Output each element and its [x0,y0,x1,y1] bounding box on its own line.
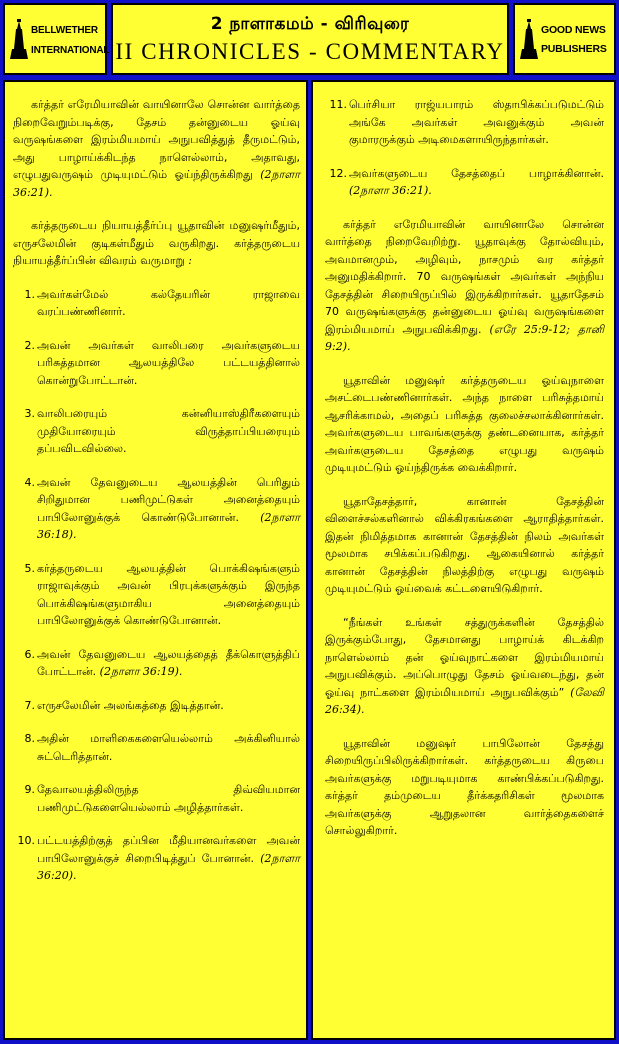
paragraph [325,372,604,477]
list-item-text: பெர்சியா ராஜ்யபாரம் ஸ்தாபிக்கப்படுமட்டும் அங்கே அவர்கள் அவனுக்கும் அவன் குமாரருக்கும் அடிமைகளாயிருந்தார்கள். [349,98,604,146]
list-item-text: கர்த்தருடைய ஆலயத்தின் பொக்கிஷங்களும் ராஜாவுக்கும் அவன் பிரபுக்களுக்கும் இருந்த பொக்கிஷங்களுமாகிய அனைத்தையும் பாபிலோனுக்குக் கொண்டுபோனான். [37,561,300,627]
list-item-number: 5. [24,561,35,575]
paragraph-text: கர்த்தருடைய நியாயத்தீர்ப்பு யூதாவின் மனுஷர்மீதும், எருசலேமின் குடிகள்மீதும் வருகிறது. கர்த்தருடைய நியாயத்தீர்ப்பின் விவரம் வருமாறு [13,219,300,267]
page-title-tamil: 2 நாளாகமம் - விரிவுரை [210,14,410,34]
list-item [13,560,300,630]
list-item-number: 6. [24,647,35,661]
list-item-number: 9. [24,783,35,796]
paragraph [13,217,300,270]
paragraph [325,735,604,840]
bell-icon [9,19,29,63]
paragraph-text: யூதாதேசத்தார், கானான் தேசத்தின் விளைச்சல்களினால் விக்கிரகங்களை ஆராதித்தார்கள். இதன் நிமித்தமாக கானான் தேசத்தின் நிலம் அவர்கள் மூலமாக சபிக்கப்படுகிறது. ஆகையினால் கர்த்தர் கானான் தேசத்தின் நிலத்திற்கு எழுபது வருஷம் முடியுமட்டும் ஓய்வைக் கட்டளையிடுகிறார். [325,494,604,595]
right-logo-line-2: PUBLISHERS [541,43,607,55]
list-item-number: 12. [329,166,347,180]
list-item-number: 8. [24,732,35,745]
paragraph [325,216,604,356]
bellwether-logo [9,19,110,63]
book-icon [519,19,539,63]
paragraph-text: கர்த்தர் எரேமியாவின் வாயினாலே சொன்ன வார்த்தை நிறைவேறிற்று. யூதாவுக்கு தோல்வியும், அவமானமும், அழிவும், நாசமும் வர கர்த்தர் அனுமதிக்கிறார். 70 வருஷங்கள் அவர்கள் அந்நிய தேசத்தின் சிறையிருப்பில் இருக்கிறார்கள். யூதாதேசம் 70 வருஷங்களுக்கு தன்னுடைய ஓய்வு வருஷங்களை இரம்மியமாய் அநுபவிக்கிறது. [325,217,604,336]
right-column [311,80,616,1040]
list-item-text: அதின் மாளிகைகளையெல்லாம் அக்கினியால் சுட்டெரித்தான். [37,732,300,763]
paragraph-text: யூதாவின் மனுஷர் பாபிலோன் தேசத்து சிறையிருப்பிலிருக்கிறார்கள். கர்த்தருடைய கிருபை அவர்களுக்கு மறுபடியுமாக காண்பிக்கப்படுகிறது. கர்த்தர் தம்முடைய தீர்க்கதரிசிகள் மூலமாக அவர்களுக்கு ஆறுதலான வார்த்தைகளைச் சொல்லுகிறார். [325,736,604,837]
list-item-text: அவன் அவர்கள் வாலிபரை அவர்களுடைய பரிசுத்தமான ஆலயத்திலே பட்டயத்தினால் கொன்றுபோட்டான். [37,338,300,387]
list-item-text: வாலிபரையும் கன்னியாஸ்திரீகளையும் முதியோரையும் விருத்தாப்பியரையும் தப்பவிடவில்லை. [37,407,300,455]
list-item-number: 11. [329,98,347,111]
paragraph [13,96,300,201]
left-logo-line-2: INTERNATIONAL [31,45,110,56]
scripture-reference: (2நாளா 36:20). [37,851,300,882]
list-item [13,474,300,544]
page-title-english: II CHRONICLES - COMMENTARY [115,39,505,64]
paragraph-colon: : [184,254,192,267]
paragraph-text: கர்த்தர் எரேமியாவின் வாயினாலே சொன்ன வார்த்தை நிறைவேறும்படிக்கு, தேசம் தன்னுடைய ஓய்வு வருஷங்களை இரம்மியமாய் அநுபவித்துத் தீருமட்டும், அது பாழாய்க்கிடந்த நாளெல்லாம், அதாவது, எழுபதுவருஷம் முடியுமட்டும் ஓய்ந்திருக்கிறது [13,98,300,181]
scripture-reference: (2நாளா 36:19). [99,665,183,678]
scripture-reference: (எரே 25:9-12; தானி 9:2). [325,322,604,353]
list-item [13,646,300,681]
list-item [13,832,300,885]
list-item [325,165,604,200]
right-logo-line-1: GOOD NEWS [541,24,606,36]
list-item-text: அவர்களுடைய தேசத்தைப் பாழாக்கினான். [349,166,604,180]
left-column [3,80,308,1040]
list-item-number: 7. [24,698,35,712]
scripture-reference: (2நாளா 36:21). [13,168,300,199]
paragraph [325,493,604,598]
list-item-text: அவர்கள்மேல் கல்தேயரின் ராஜாவை வரப்பண்ணினார். [37,287,300,318]
good-news-logo [519,19,613,63]
paragraph [325,614,604,719]
list-item-text: பட்டயத்திற்குத் தப்பின மீதியானவர்களை அவன் பாபிலோனுக்குச் சிறைபிடித்துப் போனான். [37,834,300,865]
scripture-reference: (லேவி 26:34). [325,685,605,716]
left-logo-line-1: BELLWETHER [31,25,98,36]
header [3,3,616,75]
paragraph-text: யூதாவின் மனுஷர் கர்த்தருடைய ஓய்வுநாளை அசட்டைபண்ணினார்கள். அந்த நாளை பரிசுத்தமாய் ஆசரிக்காமல், அதைப் பரிசுத்த குலைச்சலாக்கினார்கள். அவர்களுடைய பாவங்களுக்கு தண்டனையாக, கர்த்தர் அவர்களுடைய தேசத்தை எழுபது வருஷம் முடியுமட்டும் ஓய்ந்திருக்க வைக்கிறார். [325,373,604,474]
list-item-number: 1. [24,287,35,301]
list-item-text: எருசலேமின் அலங்கத்தை இடித்தான். [37,698,224,712]
scripture-reference: (2நாளா 36:18). [37,510,300,541]
list-item [13,697,300,715]
list-item [13,337,300,390]
list-item [13,405,300,458]
list-item-text: அவன் தேவனுடைய ஆலயத்தின் பெரிதும் சிறிதுமான பணிமுட்டுகள் அனைத்தையும் பாபிலோனுக்குக் கொண்டுபோனான். [37,475,300,524]
list-item [13,730,300,765]
scripture-reference: (2நாளா 36:21). [349,184,432,197]
list-item [325,96,604,149]
list-item-number: 2. [24,338,35,352]
list-item-text: அவன் தேவனுடைய ஆலயத்தைத் தீக்கொளுத்திப் போட்டான். [37,647,300,678]
title-box [111,3,509,75]
list-item-number: 4. [24,475,35,489]
list-item-text: தேவாலயத்திலிருந்த திவ்வியமான பணிமுட்டுகளையெல்லாம் அழித்தார்கள். [37,783,300,814]
list-item-number: 10. [17,834,35,847]
list-item [13,286,300,321]
list-item-number: 3. [24,407,35,420]
left-logo-box [3,3,110,75]
list-item [13,781,300,816]
right-logo-box [513,3,616,75]
paragraph-text: “நீங்கள் உங்கள் சத்துருக்களின் தேசத்தில் இருக்கும்போது, தேசமானது பாழாய்க் கிடக்கிற நாளெல்லாம் தன் ஓய்வுநாட்களை இரம்மியமாய் அநுபவிக்கும். அப்பொழுது தேசம் ஓய்வடைந்து, தன் ஓய்வு நாட்களை இரம்மியமாய் அநுபவிக்கும்” [325,615,604,699]
